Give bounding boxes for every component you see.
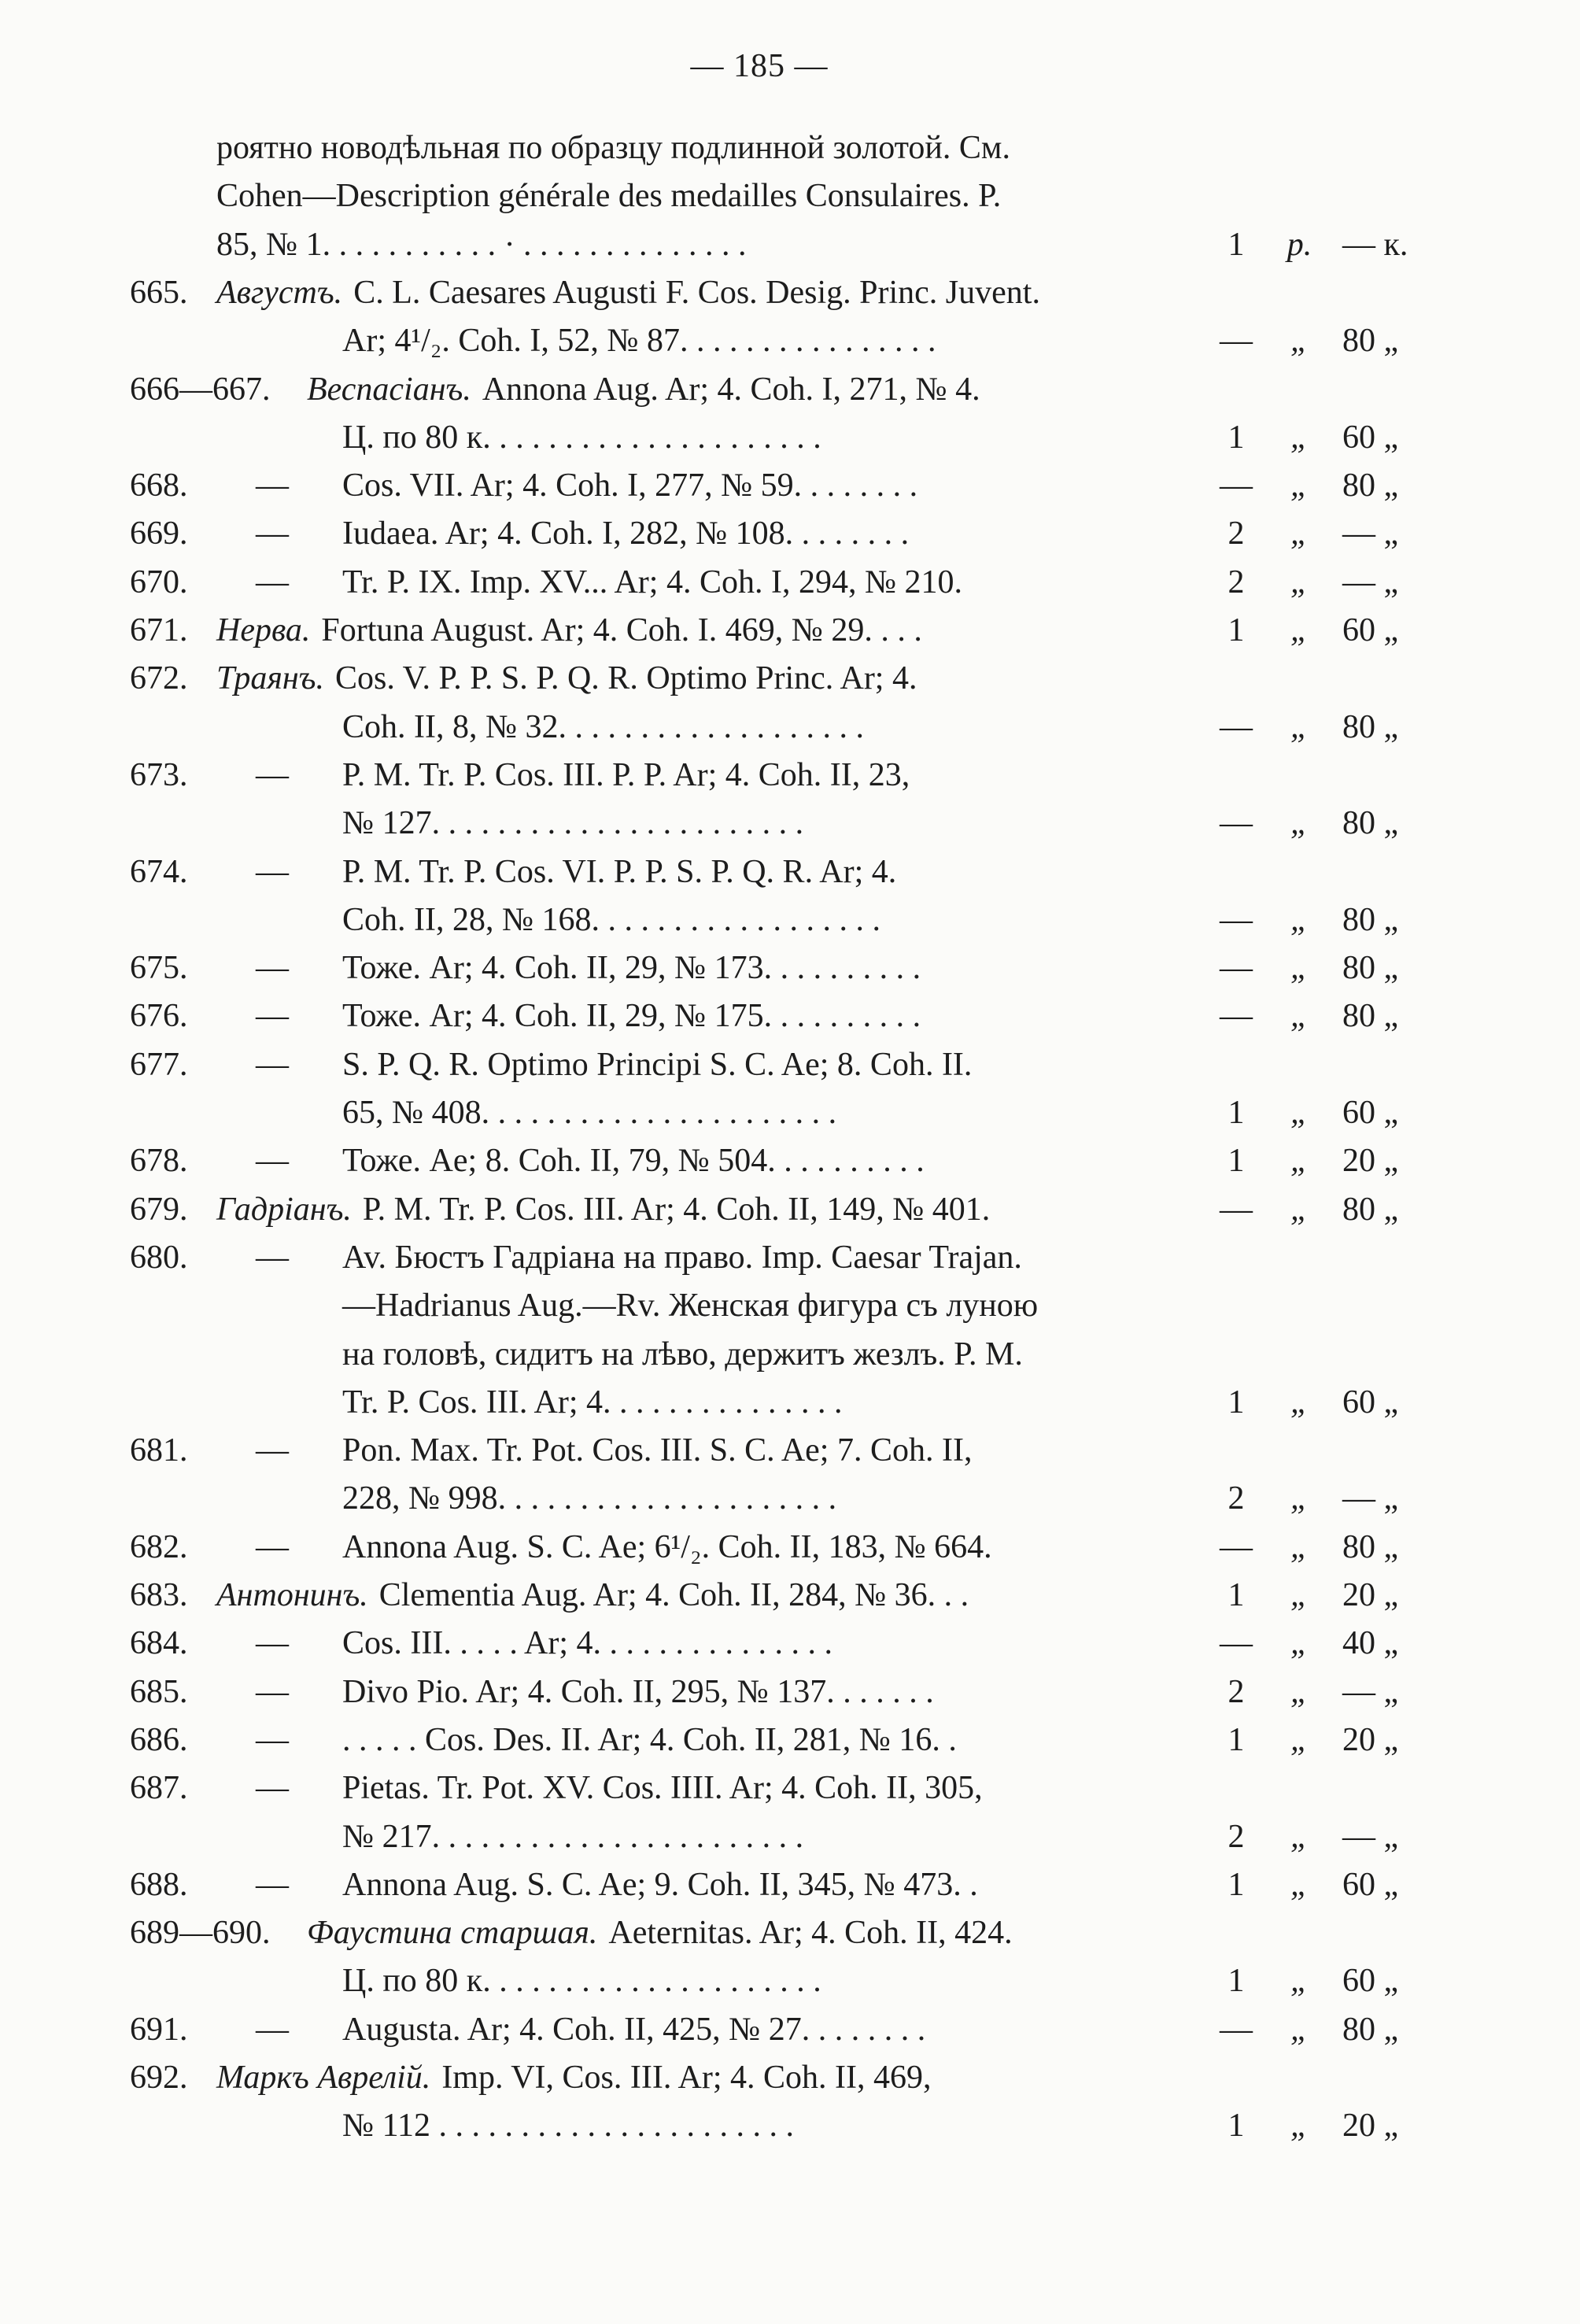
entry-description: Iudaea. Ar; 4. Coh. I, 282, № 108. . . . . . . . — [342, 515, 910, 552]
entry-description: Annona Aug. Ar; 4. Coh. I, 271, № 4. — [482, 371, 980, 408]
entry-number: 684. — [130, 1625, 188, 1662]
catalog-line — [0, 1861, 1580, 1908]
entry-description: C. L. Caesares Augusti F. Cos. Desig. Princ. Juvent. — [353, 274, 1040, 311]
entry-text — [216, 221, 747, 268]
entry-number: 687. — [130, 1770, 188, 1807]
entry-text — [342, 1861, 978, 1908]
price-unit-mark: „ — [1290, 1721, 1309, 1758]
page-number: — 185 — — [690, 48, 829, 84]
entry-description: Tr. P. IX. Imp. XV... Ar; 4. Coh. I, 294, № 210. — [342, 563, 963, 600]
price-unit-mark: р. — [1287, 226, 1312, 263]
entry-number: 682. — [130, 1528, 188, 1565]
entry-description: Pon. Max. Tr. Pot. Cos. III. S. C. Ae; 7. Coh. II, — [342, 1432, 973, 1469]
price-kopecks: — „ — [1342, 515, 1399, 552]
entry-number: 677. — [130, 1046, 188, 1083]
catalog-line — [0, 1186, 1580, 1233]
ditto-dash: — — [256, 950, 289, 987]
price — [1216, 221, 1408, 268]
ruler-name: Траянъ. — [216, 660, 324, 697]
entry-description: Cos. V. P. P. S. P. Q. R. Optimo Princ. Ar; 4. — [334, 660, 917, 697]
entry-number: 691. — [130, 2011, 188, 2048]
entry-description: Divo Pio. Ar; 4. Coh. II, 295, № 137. . . . . . . — [342, 1673, 934, 1710]
price-kopecks: 80 „ — [1342, 708, 1399, 745]
entry-description: Annona Aug. S. C. Ae; 6¹/₂. Coh. II, 183, № 664. — [342, 1528, 992, 1565]
price-rubles: 2 — [1227, 1818, 1245, 1855]
entry-text — [216, 1186, 990, 1233]
price-unit-mark: „ — [1290, 1625, 1309, 1662]
entry-number: 674. — [130, 853, 188, 890]
catalog-line — [0, 944, 1580, 992]
catalog-line — [0, 510, 1580, 557]
entry-text — [342, 1716, 957, 1764]
entry-number: 692. — [130, 2060, 188, 2096]
catalog-line — [0, 1668, 1580, 1716]
price — [1216, 1089, 1399, 1136]
entry-text — [342, 1234, 1022, 1281]
price-unit-mark: „ — [1290, 563, 1309, 600]
catalog-line — [0, 1427, 1580, 1474]
price — [1216, 1957, 1399, 2004]
catalog-line — [0, 1813, 1580, 1860]
catalog-line — [0, 1041, 1580, 1088]
entry-number: 679. — [130, 1191, 188, 1228]
price-kopecks: 60 „ — [1342, 419, 1399, 456]
entry-description: Aeternitas. Ar; 4. Coh. II, 424. — [608, 1915, 1013, 1952]
price-rubles: 1 — [1227, 612, 1245, 648]
entry-number: 669. — [130, 515, 188, 552]
price-unit-mark: „ — [1290, 1191, 1309, 1228]
price-kopecks: — „ — [1342, 1673, 1399, 1710]
entry-text — [342, 1089, 836, 1136]
ruler-name: Нерва. — [216, 612, 311, 648]
entry-description: Ц. по 80 к. . . . . . . . . . . . . . . . . . . . . — [342, 419, 821, 456]
price — [1216, 1668, 1399, 1716]
ditto-dash: — — [256, 998, 289, 1035]
price-unit-mark: „ — [1290, 1480, 1309, 1517]
price-unit-mark: „ — [1290, 612, 1309, 648]
entry-text — [216, 607, 922, 654]
price-rubles: — — [1220, 1625, 1253, 1662]
price — [1216, 510, 1399, 557]
price-kopecks: — „ — [1342, 563, 1399, 600]
entry-text — [342, 1427, 972, 1474]
price — [1216, 1379, 1399, 1426]
entry-description: Fortuna August. Ar; 4. Coh. I. 469, № 29. . . . — [321, 612, 922, 648]
entry-description: 85, № 1. . . . . . . . . . . · . . . . . . . . . . . . . . — [216, 226, 747, 263]
entry-description: Ц. по 80 к. . . . . . . . . . . . . . . . . . . . . — [342, 1963, 821, 2000]
catalog-line — [0, 1572, 1580, 1619]
entry-number: 678. — [130, 1143, 188, 1180]
price — [1216, 1861, 1399, 1908]
entry-description: P. M. Tr. P. Cos. VI. P. P. S. P. Q. R. Ar; 4. — [342, 853, 897, 890]
price-kopecks: 20 „ — [1342, 1143, 1399, 1180]
price-unit-mark: „ — [1290, 805, 1309, 842]
price-unit-mark: „ — [1290, 1673, 1309, 1710]
price — [1216, 2006, 1399, 2053]
ditto-dash: — — [256, 2011, 289, 2048]
catalog-line — [0, 414, 1580, 461]
entry-description: P. M. Tr. P. Cos. III. Ar; 4. Coh. II, 149, № 401. — [362, 1191, 991, 1228]
catalog-line — [0, 1716, 1580, 1764]
catalog-line — [0, 124, 1580, 172]
entry-text — [342, 462, 917, 509]
entry-text — [342, 2102, 794, 2149]
entry-text — [342, 1668, 934, 1716]
ditto-dash: — — [256, 1770, 289, 1807]
price — [1216, 1620, 1399, 1667]
entry-description: Тоже. Ae; 8. Coh. II, 79, № 504. . . . . . . . . . — [342, 1143, 925, 1180]
price-unit-mark: „ — [1290, 1963, 1309, 2000]
entry-number: 686. — [130, 1721, 188, 1758]
entry-text — [216, 1572, 969, 1619]
price-rubles: 2 — [1227, 563, 1245, 600]
catalog-line — [0, 366, 1580, 413]
price-kopecks: 80 „ — [1342, 1191, 1399, 1228]
catalog-line — [0, 2102, 1580, 2149]
price-rubles: 1 — [1227, 226, 1245, 263]
price — [1216, 1716, 1399, 1764]
entry-description: Cohen—Description générale des medailles Consulaires. P. — [216, 178, 1002, 215]
entry-description: Cos. VII. Ar; 4. Coh. I, 277, № 59. . . . . . . . — [342, 467, 918, 504]
price-unit-mark: „ — [1290, 950, 1309, 987]
ruler-name: Веспасіанъ. — [307, 371, 471, 408]
catalog-line — [0, 1331, 1580, 1378]
price — [1216, 1186, 1399, 1233]
price-kopecks: 80 „ — [1342, 2011, 1399, 2048]
price-rubles: — — [1220, 1191, 1253, 1228]
price — [1216, 1137, 1399, 1184]
price-rubles: — — [1220, 323, 1253, 360]
price-unit-mark: „ — [1290, 515, 1309, 552]
price-rubles: 1 — [1227, 1577, 1245, 1613]
entry-text — [342, 944, 921, 992]
entry-description: роятно новодѣльная по образцу подлинной золотой. См. — [216, 130, 1011, 166]
ruler-name: Августъ. — [216, 274, 343, 311]
price-rubles: — — [1220, 1528, 1253, 1565]
entry-description: Av. Бюстъ Гадріана на право. Imp. Caesar Trajan. — [342, 1239, 1022, 1276]
price-rubles: — — [1220, 467, 1253, 504]
entry-text — [342, 1620, 832, 1667]
price-unit-mark: „ — [1290, 419, 1309, 456]
price — [1216, 896, 1399, 944]
entry-number: 685. — [130, 1673, 188, 1710]
ditto-dash: — — [256, 1432, 289, 1469]
entry-text — [342, 1379, 843, 1426]
entry-description: Cos. III. . . . . Ar; 4. . . . . . . . . . . . . . . — [342, 1625, 832, 1662]
ditto-dash: — — [256, 1721, 289, 1758]
price — [1216, 1524, 1399, 1571]
price-kopecks: 80 „ — [1342, 1528, 1399, 1565]
price — [1216, 559, 1399, 606]
entry-text — [307, 366, 980, 413]
price-kopecks: 60 „ — [1342, 1866, 1399, 1903]
ditto-dash: — — [256, 515, 289, 552]
entry-number: 683. — [130, 1577, 188, 1613]
entry-description: Coh. II, 28, № 168. . . . . . . . . . . . . . . . . . — [342, 901, 881, 938]
entry-number: 680. — [130, 1239, 188, 1276]
entry-text — [342, 559, 962, 606]
price-kopecks: 80 „ — [1342, 805, 1399, 842]
ruler-name: Фаустина старшая. — [307, 1915, 598, 1952]
entry-text — [342, 896, 880, 944]
price-unit-mark: „ — [1290, 708, 1309, 745]
price-unit-mark: „ — [1290, 2108, 1309, 2145]
catalog-line — [0, 704, 1580, 751]
ditto-dash: — — [256, 756, 289, 793]
entry-description: Clementia Aug. Ar; 4. Coh. II, 284, № 36. . . — [378, 1577, 969, 1613]
entry-description: Тоже. Ar; 4. Coh. II, 29, № 173. . . . . . . . . . — [342, 950, 921, 987]
entry-text — [216, 655, 917, 702]
ditto-dash: — — [256, 563, 289, 600]
catalog-line — [0, 172, 1580, 220]
price-rubles: — — [1220, 901, 1253, 938]
price — [1216, 607, 1399, 654]
catalog-line — [0, 1089, 1580, 1136]
price-unit-mark: „ — [1290, 1095, 1309, 1131]
entry-description: Augusta. Ar; 4. Coh. II, 425, № 27. . . . . . . . — [342, 2011, 926, 2048]
entry-text — [342, 1137, 925, 1184]
catalog-line — [0, 655, 1580, 702]
entry-description: P. M. Tr. P. Cos. III. P. P. Ar; 4. Coh. II, 23, — [342, 756, 910, 793]
price-kopecks: 80 „ — [1342, 998, 1399, 1035]
entry-description: 65, № 408. . . . . . . . . . . . . . . . . . . . . . — [342, 1095, 837, 1131]
price-unit-mark: „ — [1290, 1577, 1309, 1613]
price — [1216, 1572, 1399, 1619]
entry-text — [342, 1957, 821, 2004]
price-kopecks: 60 „ — [1342, 1963, 1399, 2000]
price — [1216, 317, 1399, 364]
entry-description: Coh. II, 8, № 32. . . . . . . . . . . . . . . . . . . — [342, 708, 865, 745]
entry-text — [216, 269, 1040, 316]
price-unit-mark: „ — [1290, 323, 1309, 360]
catalog-line — [0, 1234, 1580, 1281]
catalog-line — [0, 221, 1580, 268]
price-rubles: — — [1220, 708, 1253, 745]
catalog-line — [0, 2054, 1580, 2101]
price-kopecks: 80 „ — [1342, 323, 1399, 360]
entry-description: . . . . . Cos. Des. II. Ar; 4. Coh. II, 281, № 16. . — [342, 1721, 957, 1758]
ditto-dash: — — [256, 1143, 289, 1180]
price-unit-mark: „ — [1290, 998, 1309, 1035]
entry-text — [342, 317, 936, 364]
entry-number: 670. — [130, 563, 188, 600]
price-rubles: 1 — [1227, 419, 1245, 456]
price-unit-mark: „ — [1290, 1384, 1309, 1421]
catalog-line — [0, 1379, 1580, 1426]
price-kopecks: 60 „ — [1342, 612, 1399, 648]
catalog-line — [0, 1909, 1580, 1956]
entry-number: 689—690. — [130, 1915, 271, 1952]
price-rubles: 1 — [1227, 1143, 1245, 1180]
price-unit-mark: „ — [1290, 1143, 1309, 1180]
entry-description: Imp. VI, Cos. III. Ar; 4. Coh. II, 469, — [441, 2060, 932, 2096]
catalog-line — [0, 1957, 1580, 2004]
price-rubles: — — [1220, 998, 1253, 1035]
entry-description: Tr. P. Cos. III. Ar; 4. . . . . . . . . . . . . . . — [342, 1384, 843, 1421]
price — [1216, 704, 1399, 751]
entry-text — [342, 414, 821, 461]
entry-number: 673. — [130, 756, 188, 793]
price-rubles: 2 — [1227, 1673, 1245, 1710]
ditto-dash: — — [256, 1673, 289, 1710]
price-unit-mark: „ — [1290, 1866, 1309, 1903]
price — [1216, 414, 1399, 461]
price-rubles: 1 — [1227, 2108, 1245, 2145]
entry-number: 666—667. — [130, 371, 271, 408]
price-kopecks: 40 „ — [1342, 1625, 1399, 1662]
ruler-name: Маркъ Аврелій. — [216, 2060, 431, 2096]
entry-text — [342, 1331, 1023, 1378]
price-unit-mark: „ — [1290, 1528, 1309, 1565]
price-rubles: 1 — [1227, 1721, 1245, 1758]
price-rubles: — — [1220, 2011, 1253, 2048]
entry-description: № 217. . . . . . . . . . . . . . . . . . . . . . . — [342, 1818, 804, 1855]
entry-description: Annona Aug. S. C. Ae; 9. Coh. II, 345, № 473. . — [342, 1866, 978, 1903]
price-kopecks: — „ — [1342, 1818, 1399, 1855]
catalog-line — [0, 1524, 1580, 1571]
catalog-line — [0, 800, 1580, 847]
catalog-line — [0, 269, 1580, 316]
price-rubles: 1 — [1227, 1963, 1245, 2000]
price-unit-mark: „ — [1290, 901, 1309, 938]
price — [1216, 944, 1399, 992]
entry-number: 665. — [130, 274, 188, 311]
price-unit-mark: „ — [1290, 467, 1309, 504]
entry-number: 688. — [130, 1866, 188, 1903]
entry-text — [216, 2054, 932, 2101]
entry-text — [342, 1282, 1038, 1329]
ditto-dash: — — [256, 1046, 289, 1083]
ruler-name: Антонинъ. — [216, 1577, 368, 1613]
catalog-line — [0, 1137, 1580, 1184]
catalog-line — [0, 848, 1580, 896]
price-kopecks: — к. — [1342, 226, 1408, 263]
catalog-line — [0, 462, 1580, 509]
price-rubles: 1 — [1227, 1095, 1245, 1131]
entry-text — [342, 848, 896, 896]
entry-description: Тоже. Ar; 4. Coh. II, 29, № 175. . . . . . . . . . — [342, 998, 921, 1035]
entry-number: 681. — [130, 1432, 188, 1469]
ditto-dash: — — [256, 1239, 289, 1276]
price-kopecks: 60 „ — [1342, 1095, 1399, 1131]
entry-text — [342, 1764, 983, 1812]
entry-text — [342, 752, 910, 799]
entry-text — [342, 1524, 992, 1571]
entry-description: —Hadrianus Aug.—Rv. Женская фигура съ луною — [342, 1288, 1039, 1325]
entry-text — [342, 2006, 925, 2053]
price-rubles: — — [1220, 950, 1253, 987]
ditto-dash: — — [256, 1866, 289, 1903]
entry-number: 668. — [130, 467, 188, 504]
catalog-line — [0, 607, 1580, 654]
entry-text — [342, 1813, 803, 1860]
entry-description: S. P. Q. R. Optimo Principi S. C. Ae; 8. Coh. II. — [342, 1046, 973, 1083]
price-kopecks: 20 „ — [1342, 2108, 1399, 2145]
entry-description: № 127. . . . . . . . . . . . . . . . . . . . . . . — [342, 805, 804, 842]
catalog-line — [0, 559, 1580, 606]
price-rubles: — — [1220, 805, 1253, 842]
entry-text — [342, 800, 803, 847]
price — [1216, 1813, 1399, 1860]
entry-text — [342, 1041, 972, 1088]
catalog-line — [0, 1620, 1580, 1667]
price-kopecks: 80 „ — [1342, 467, 1399, 504]
entry-description: Ar; 4¹/₂. Coh. I, 52, № 87. . . . . . . . . . . . . . . . — [342, 323, 936, 360]
price-kopecks: 60 „ — [1342, 1384, 1399, 1421]
entry-number: 676. — [130, 998, 188, 1035]
catalog-line — [0, 317, 1580, 364]
price-kopecks: 80 „ — [1342, 950, 1399, 987]
ditto-dash: — — [256, 1528, 289, 1565]
catalog-line — [0, 752, 1580, 799]
entry-text — [342, 704, 864, 751]
price-rubles: 1 — [1227, 1384, 1245, 1421]
entry-number: 672. — [130, 660, 188, 697]
entry-text — [342, 1475, 836, 1522]
price — [1216, 1475, 1399, 1522]
entry-description: Pietas. Tr. Pot. XV. Cos. IIII. Ar; 4. Coh. II, 305, — [342, 1770, 983, 1807]
ditto-dash: — — [256, 853, 289, 890]
entry-text — [342, 510, 909, 557]
catalog-line — [0, 2006, 1580, 2053]
price-unit-mark: „ — [1290, 2011, 1309, 2048]
price-rubles: 2 — [1227, 1480, 1245, 1517]
entry-description: № 112 . . . . . . . . . . . . . . . . . . . . . . — [342, 2108, 795, 2145]
catalog-line — [0, 992, 1580, 1040]
ditto-dash: — — [256, 467, 289, 504]
price — [1216, 462, 1399, 509]
price-kopecks: 80 „ — [1342, 901, 1399, 938]
ditto-dash: — — [256, 1625, 289, 1662]
price — [1216, 992, 1399, 1040]
entry-text — [342, 992, 921, 1040]
price-kopecks: 20 „ — [1342, 1721, 1399, 1758]
entry-text — [216, 124, 1010, 172]
catalog-line — [0, 1282, 1580, 1329]
ruler-name: Гадріанъ. — [216, 1191, 352, 1228]
entry-number: 671. — [130, 612, 188, 648]
price — [1216, 800, 1399, 847]
price-rubles: 2 — [1227, 515, 1245, 552]
price-kopecks: — „ — [1342, 1480, 1399, 1517]
entry-text — [307, 1909, 1013, 1956]
entry-text — [216, 172, 1001, 220]
price-unit-mark: „ — [1290, 1818, 1309, 1855]
entry-description: на головѣ, сидитъ на лѣво, держитъ жезлъ. P. M. — [342, 1336, 1023, 1373]
catalog-line — [0, 1764, 1580, 1812]
catalog-line — [0, 1475, 1580, 1522]
price — [1216, 2102, 1399, 2149]
price-rubles: 1 — [1227, 1866, 1245, 1903]
entry-description: 228, № 998. . . . . . . . . . . . . . . . . . . . . — [342, 1480, 837, 1517]
entry-number: 675. — [130, 950, 188, 987]
price-kopecks: 20 „ — [1342, 1577, 1399, 1613]
catalog-line — [0, 896, 1580, 944]
